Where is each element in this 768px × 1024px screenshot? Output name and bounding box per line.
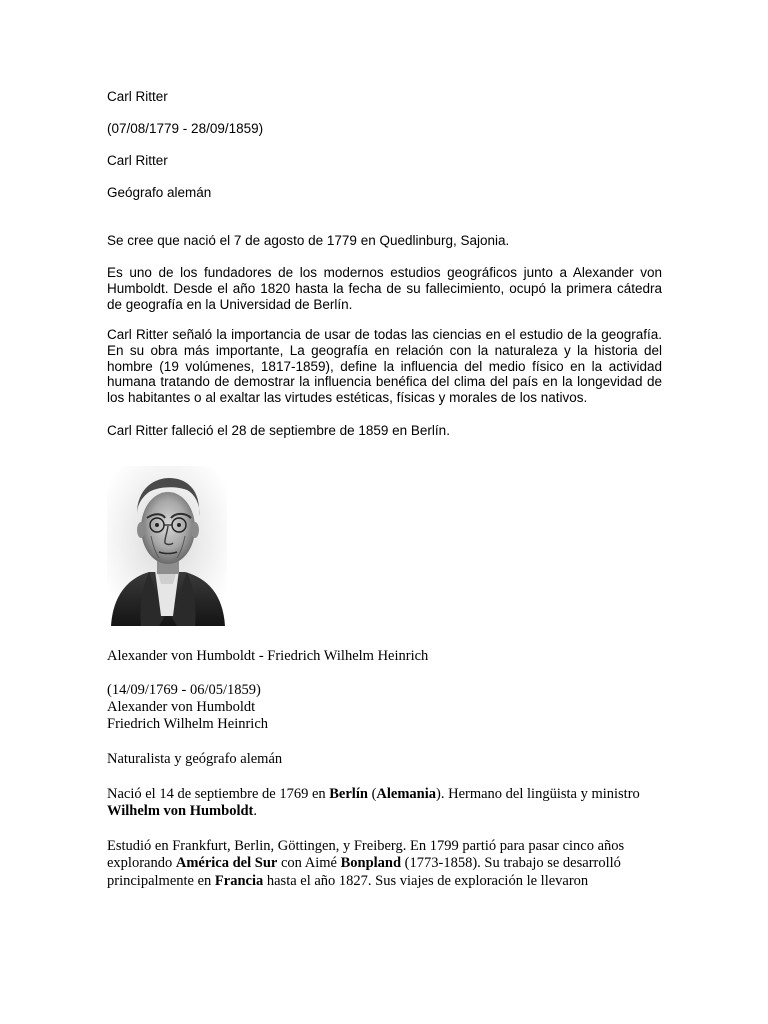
humboldt-name-2: Friedrich Wilhelm Heinrich [107, 716, 269, 732]
link-francia: Francia [214, 872, 264, 889]
humboldt-studies-paragraph: Estudió en Frankfurt, Berlin, Göttingen, y Freiberg. En 1799 partió para pasar cinco años explorando América del Sur con Aimé Bonpland (1773-1858). Su trabajo se desarrolló principalmente en Francia hasta el año 1827. Sus viajes de exploración le llevaron [107, 838, 625, 889]
ritter-occupation: Geógrafo alemán [107, 185, 212, 200]
ritter-death: Carl Ritter falleció el 28 de septiembre de 1859 en Berlín. [107, 423, 450, 438]
humboldt-name-1: Alexander von Humboldt [107, 699, 256, 715]
portrait-image [107, 466, 227, 626]
link-wilhelm-von-humboldt: Wilhelm von Humboldt [107, 803, 254, 820]
ritter-name-repeat: Carl Ritter [107, 153, 168, 168]
ritter-paragraph-founders: Es uno de los fundadores de los modernos estudios geográficos junto a Alexander von Humboldt. Desde el año 1820 hasta la fecha de su fallecimiento, ocupó la primera cátedra de geografía en la Universidad de Berlín. [107, 265, 662, 312]
link-america-del-sur: América del Sur [175, 855, 278, 872]
link-berlin: Berlín [329, 786, 368, 802]
humboldt-occupation: Naturalista y geógrafo alemán [107, 751, 283, 767]
ritter-birth: Se cree que nació el 7 de agosto de 1779 en Quedlinburg, Sajonia. [107, 233, 510, 248]
ritter-name: Carl Ritter [107, 89, 168, 104]
ritter-paragraph-work: Carl Ritter señaló la importancia de usar de todas las ciencias en el estudio de la geografía. En su obra más importante, La geografía en relación con la naturaleza y la historia del hombre (19 volúmenes, 1817-1859), define la influencia del medio físico en la actividad humana tratando de demostrar la influencia benéfica del clima del país en la longevidad de los habitantes o al exaltar las virtudes estéticas, físicas y morales de los nativos. [107, 327, 662, 406]
humboldt-birth-paragraph: Nació el 14 de septiembre de 1769 en Berlín (Alemania). Hermano del lingüista y ministro Wilhelm von Humboldt. [107, 786, 640, 820]
link-alemania: Alemania [376, 786, 437, 802]
link-bonpland: Bonpland [340, 855, 402, 872]
humboldt-dates: (14/09/1769 - 06/05/1859) [107, 682, 261, 698]
humboldt-title: Alexander von Humboldt - Friedrich Wilhelm Heinrich [107, 648, 429, 664]
ritter-dates: (07/08/1779 - 28/09/1859) [107, 121, 264, 136]
